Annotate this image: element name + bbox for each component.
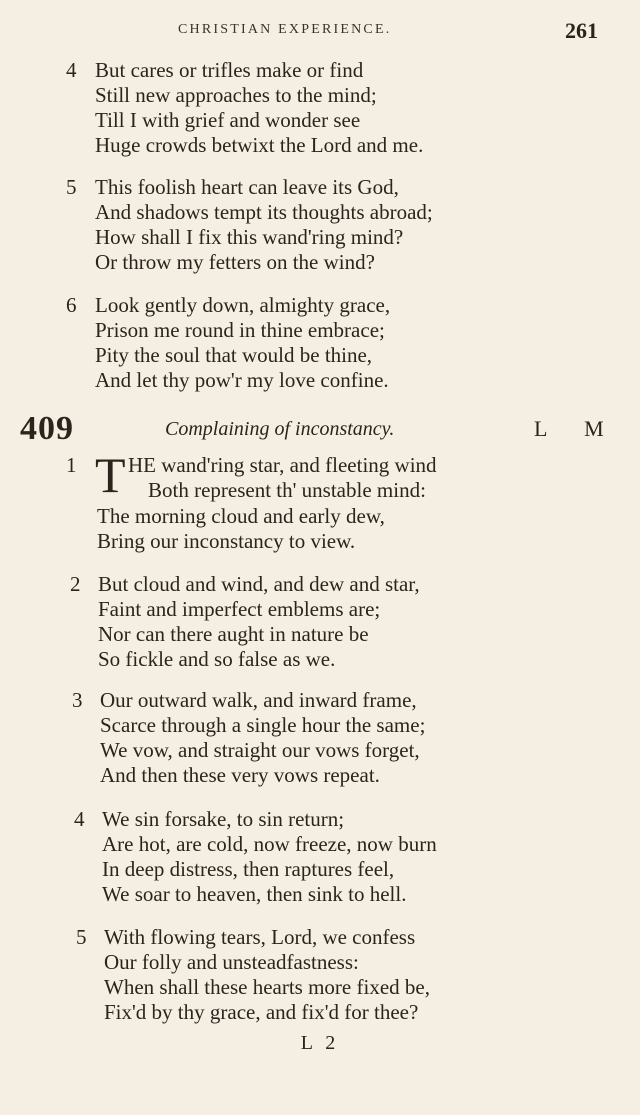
stanza-number: 2 <box>70 572 81 596</box>
verse-line: But cares or trifles make or find <box>95 58 364 82</box>
verse-line: But cloud and wind, and dew and star, <box>98 572 420 596</box>
verse-line: Till I with grief and wonder see <box>95 108 361 132</box>
verse-line: Huge crowds betwixt the Lord and me. <box>95 133 424 157</box>
signature-mark: L 2 <box>300 1032 340 1054</box>
verse-line: Our outward walk, and inward frame, <box>100 688 417 712</box>
verse-line: And then these very vows repeat. <box>100 763 380 787</box>
verse-line: Pity the soul that would be thine, <box>95 343 373 367</box>
verse-line: The morning cloud and early dew, <box>97 504 385 528</box>
verse-line: Faint and imperfect emblems are; <box>98 597 381 621</box>
verse-line: In deep distress, then raptures feel, <box>102 857 395 881</box>
stanza-number: 3 <box>72 688 83 712</box>
verse-line: We soar to heaven, then sink to hell. <box>102 882 407 906</box>
stanza-number: 1 <box>66 453 77 477</box>
drop-cap: T <box>95 447 126 503</box>
verse-line: Or throw my fetters on the wind? <box>95 250 375 274</box>
stanza-number: 5 <box>66 175 77 199</box>
verse-line: And shadows tempt its thoughts abroad; <box>95 200 433 224</box>
verse-line: This foolish heart can leave its God, <box>95 175 399 199</box>
verse-line: Nor can there aught in nature be <box>98 622 369 646</box>
verse-line: We vow, and straight our vows forget, <box>100 738 420 762</box>
hymn-meter: L M <box>534 416 620 441</box>
hymn-number: 409 <box>20 410 74 447</box>
verse-line: HE wand'ring star, and fleeting wind <box>128 453 437 477</box>
verse-line: Scarce through a single hour the same; <box>100 713 426 737</box>
verse-line: How shall I fix this wand'ring mind? <box>95 225 404 249</box>
hymn-header <box>0 410 640 446</box>
verse-line: Look gently down, almighty grace, <box>95 293 391 317</box>
verse-line: When shall these hearts more fixed be, <box>104 975 430 999</box>
stanza-number: 6 <box>66 293 77 317</box>
page-number: 261 <box>565 18 598 43</box>
verse-line: Bring our inconstancy to view. <box>97 529 356 553</box>
verse-line: With flowing tears, Lord, we confess <box>104 925 416 949</box>
stanza-number: 4 <box>74 807 85 831</box>
verse-line: Our folly and unsteadfastness: <box>104 950 359 974</box>
verse-line: And let thy pow'r my love confine. <box>95 368 389 392</box>
verse-line: We sin forsake, to sin return; <box>102 807 345 831</box>
stanza-number: 4 <box>66 58 77 82</box>
verse-line: Are hot, are cold, now freeze, now burn <box>102 832 437 856</box>
verse-line: Prison me round in thine embrace; <box>95 318 385 342</box>
verse-line: So fickle and so false as we. <box>98 647 336 671</box>
running-head: CHRISTIAN EXPERIENCE. <box>178 22 392 37</box>
hymn-title: Complaining of inconstancy. <box>165 418 395 440</box>
verse-line: Fix'd by thy grace, and fix'd for thee? <box>104 1000 419 1024</box>
verse-line: Still new approaches to the mind; <box>95 83 377 107</box>
verse-line: Both represent th' unstable mind: <box>148 478 426 502</box>
stanza-number: 5 <box>76 925 87 949</box>
